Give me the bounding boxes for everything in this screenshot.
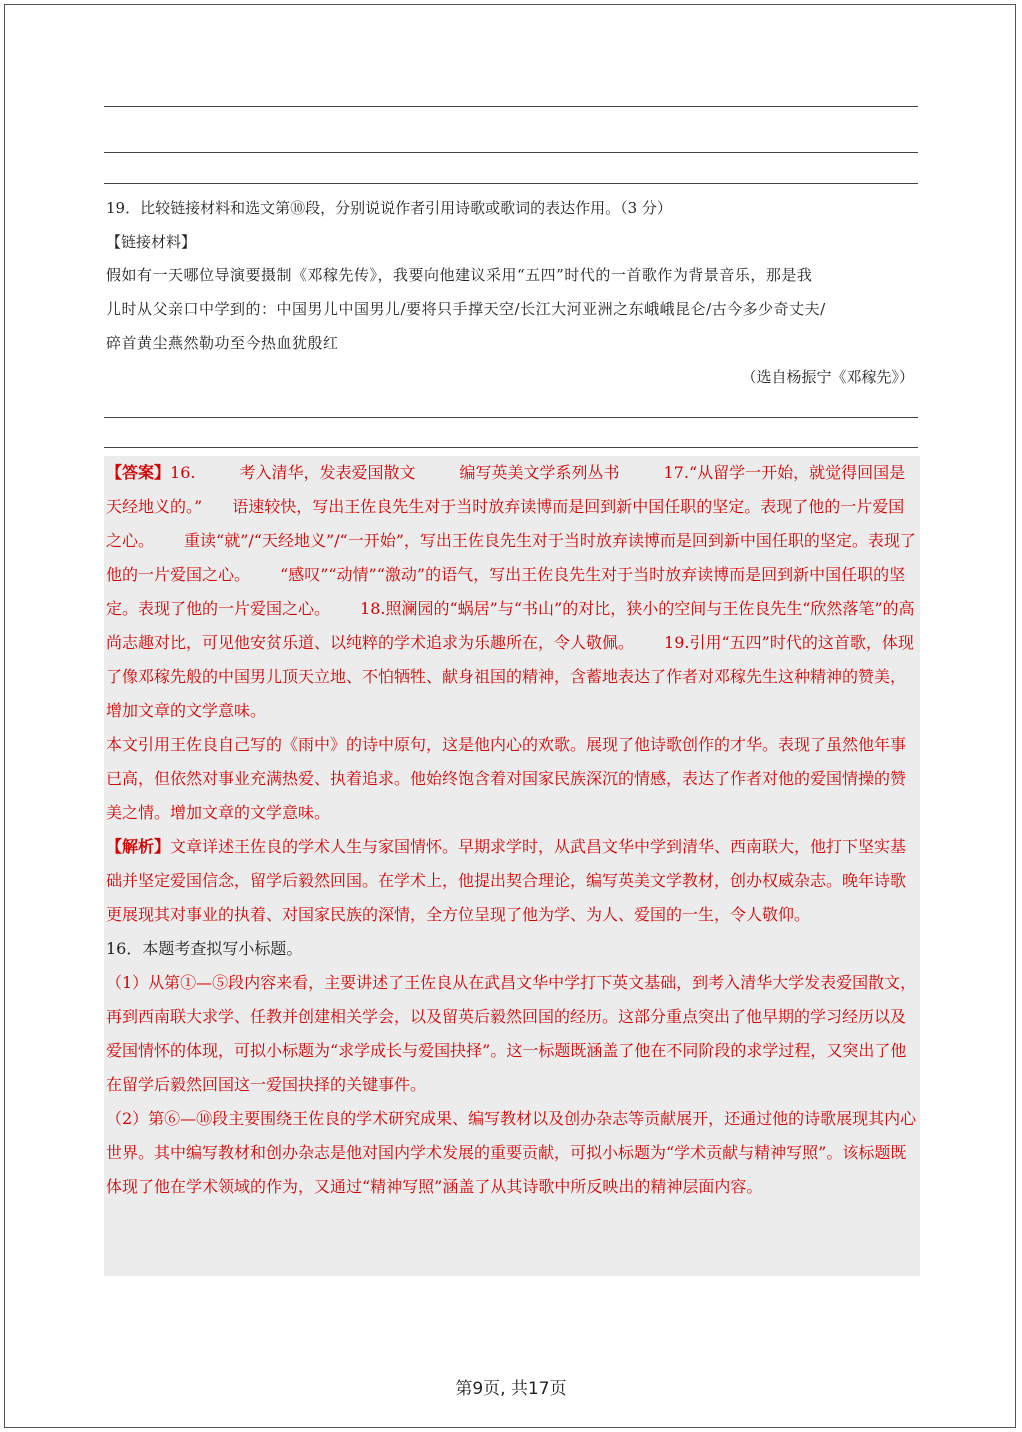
analysis-q16-part2: （2）第⑥—⑩段主要围绕王佐良的学术研究成果、编写教材以及创办杂志等贡献展开，还通过他的诗歌展现其内心世界。其中编写教材和创办杂志是他对国内学术发展的重要贡献，可拟小标题为“学术贡献与精神写照”。该标题既体现了他在学术领域的作为，又通过“精神写照”涵盖了从其诗歌中所反映出的精神层面内容。 [106, 1109, 917, 1196]
answer-line-5 [104, 447, 918, 448]
material-line-3: 碎首黄尘燕然勒功至今热血犹殷红 [106, 334, 339, 352]
material-heading: 【链接材料】 [106, 233, 197, 251]
material-source: （选自杨振宁《邓稼先》） [741, 368, 914, 386]
answer-paragraph: 【答案】16. 考入清华，发表爱国散文 编写英美文学系列丛书 17.“从留学一开始，就觉得回国是天经地义的。” 语速较快，写出王佐良先生对于当时放弃读博而是回到新中国任职的坚定。表现了他的一片爱国之心。 重读“就”/“天经地义”/“一开始”，写出王佐良先生对于当时放弃读博而是回到新中国任职的坚定。表现了他的一片爱国之心。 “感叹”“动情”“激动”的语气，写出王佐良先生对于当时放弃读博而是回到新中国任职的坚定。表现了他的一片爱国之心。 18.照澜园的“蜗居”与“书山”的对比，狭小的空间与王佐良先生“欣然落笔”的高尚志趣对比，可见他安贫乐道、以纯粹的学术追求为乐趣所在，令人敬佩。 19.引用“五四”时代的这首歌，体现了像邓稼先般的中国男儿顶天立地、不怕牺牲、献身祖国的精神，含蓄地表达了作者对邓稼先生这种精神的赞美，增加文章的文学意味。 [106, 463, 916, 720]
answer-19-extra: 本文引用王佐良自己写的《雨中》的诗中原句，这是他内心的欢歌。展现了他诗歌创作的才华。表现了虽然他年事已高，但依然对事业充满热爱、执着追求。他始终饱含着对国家民族深沉的情感，表达了作者对他的爱国情操的赞美之情。增加文章的文学意味。 [106, 735, 907, 822]
analysis-paragraph: 【解析】文章详述王佐良的学术人生与家国情怀。早期求学时，从武昌文华中学到清华、西南联大，他打下坚实基础并坚定爱国信念，留学后毅然回国。在学术上，他提出契合理论，编写英美文学教材，创办权威杂志。晚年诗歌更展现其对事业的执着、对国家民族的深情，全方位呈现了他为学、为人、爱国的一生，令人敬仰。 [106, 837, 907, 924]
answer-line-1 [104, 106, 918, 107]
analysis-q16-title: 16．本题考查拟写小标题。 [106, 939, 303, 958]
analysis-q16-part1: （1）从第①—⑤段内容来看，主要讲述了王佐良从在武昌文华中学打下英文基础，到考入清华大学发表爱国散文，再到西南联大求学、任教并创建相关学会，以及留英后毅然回国的经历。这部分重点突出了他早期的学习经历以及爱国情怀的体现，可拟小标题为“求学成长与爱国抉择”。这一标题既涵盖了他在不同阶段的求学过程，又突出了他在留学后毅然回国这一爱国抉择的关键事件。 [106, 973, 917, 1094]
question-19-prompt: 19．比较链接材料和选文第⑩段，分别说说作者引用诗歌或歌词的表达作用。（3 分） [106, 199, 672, 217]
answer-line-3 [104, 183, 918, 184]
page-number: 第9页, 共17页 [455, 1379, 567, 1399]
answer-line-4 [104, 417, 918, 418]
material-line-2: 儿时从父亲口中学到的：中国男儿中国男儿/要将只手撑天空/长江大河亚洲之东峨峨昆仑/古今多少奇丈夫/ [106, 300, 826, 318]
answer-block [104, 456, 920, 1276]
answer-tag: 【答案】 [106, 463, 171, 482]
analysis-tag: 【解析】 [106, 837, 171, 856]
material-line-1: 假如有一天哪位导演要摄制《邓稼先传》，我要向他建议采用“五四”时代的一首歌作为背景音乐，那是我 [106, 266, 813, 284]
answer-line-2 [104, 152, 918, 153]
